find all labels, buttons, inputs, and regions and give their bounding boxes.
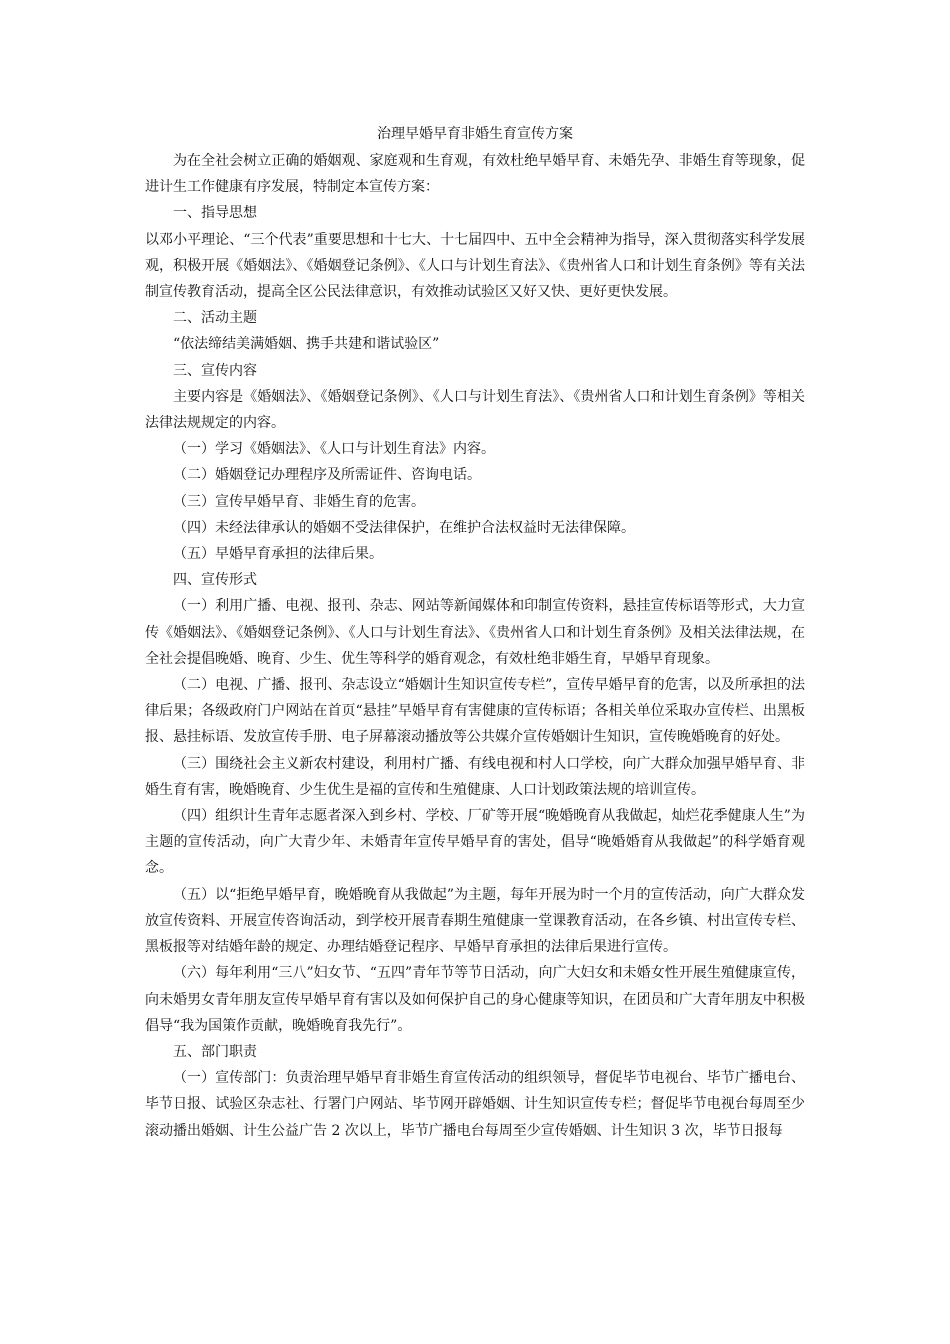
paragraph: （四）未经法律承认的婚姻不受法律保护，在维护合法权益时无法律保障。 [173,519,635,536]
paragraph: （二）电视、广播、报刊、杂志设立“婚姻计生知识宣传专栏”，宣传早婚早育的危害，以及所承担的法律后果；各级政府门户网站在首页“悬挂”早婚早育有害健康的宣传标语；各相关单位采取办宣传栏、出黑板报、悬挂标语、发放宣传手册、电子屏幕滚动播放等公共媒介宣传婚姻计生知识，宣传晚婚晚育的好处。 [145,677,805,746]
paragraph: “依法缔结美满婚姻、携手共建和谐试验区” [173,336,440,353]
paragraph: 三、宣传内容 [173,362,257,379]
paragraph: （二）婚姻登记办理程序及所需证件、咨询电话。 [173,467,481,484]
paragraph: （一）学习《婚姻法》、《人口与计划生育法》内容。 [173,441,495,458]
paragraph: （四）组织计生青年志愿者深入到乡村、学校、厂矿等开展“晚婚晚育从我做起，灿烂花季健康人生”为主题的宣传活动，向广大青少年、未婚青年宣传早婚早育的害处，倡导“晚婚婚育从我做起”的科学婚育观念。 [145,808,805,877]
paragraph: 四、宣传形式 [173,572,257,589]
paragraph: 以邓小平理论、“三个代表”重要思想和十七大、十七届四中、五中全会精神为指导，深入贯彻落实科学发展观，积极开展《婚姻法》、《婚姻登记条例》、《人口与计划生育法》、《贵州省人口和计划生育条例》等有关法制宣传教育活动，提高全区公民法律意识，有效推动试验区又好又快、更好更快发展。 [145,231,805,301]
paragraph: 一、指导思想 [173,205,257,222]
paragraph: （五）以“拒绝早婚早育，晚婚晚育从我做起”为主题，每年开展为时一个月的宣传活动，向广大群众发放宣传资料、开展宣传咨询活动，到学校开展青春期生殖健康一堂课教育活动，在各乡镇、村出宣传专栏、黑板报等对结婚年龄的规定、办理结婚登记程序、早婚早育承担的法律后果进行宣传。 [145,886,805,956]
paragraph: （三）围绕社会主义新农村建设，利用村广播、有线电视和村人口学校，向广大群众加强早婚早育、非婚生育有害，晚婚晚育、少生优生是福的宣传和生殖健康、人口计划政策法规的培训宣传。 [145,755,805,798]
paragraph: （五）早婚早育承担的法律后果。 [173,546,383,563]
paragraph: （一）利用广播、电视、报刊、杂志、网站等新闻媒体和印制宣传资料，悬挂宣传标语等形式，大力宣传《婚姻法》、《婚姻登记条例》、《人口与计划生育法》、《贵州省人口和计划生育条例》及相关法律法规，在全社会提倡晚婚、晚育、少生、优生等科学的婚育观念，有效杜绝非婚生育，早婚早育现象。 [145,598,805,667]
paragraph: 二、活动主题 [173,310,257,327]
paragraph: （一）宣传部门：负责治理早婚早育非婚生育宣传活动的组织领导，督促毕节电视台、毕节广播电台、毕节日报、试验区杂志社、行署门户网站、毕节网开辟婚姻、计生知识宣传专栏；督促毕节电视台每周至少滚动播出婚姻、计生公益广告 2 次以上，毕节广播电台每周至少宣传婚姻、计生知识 3 次，毕节日报每 [145,1070,805,1139]
paragraph: （六）每年利用“三八”妇女节、“五四”青年节等节日活动，向广大妇女和未婚女性开展生殖健康宣传，向未婚男女青年朋友宣传早婚早育有害以及如何保护自己的身心健康等知识，在团员和广大青年朋友中积极倡导“我为国策作贡献，晚婚晚育我先行”。 [145,965,805,1034]
paragraph: （三）宣传早婚早育、非婚生育的危害。 [173,493,425,510]
paragraph: 五、部门职责 [173,1043,257,1060]
paragraph: 主要内容是《婚姻法》、《婚姻登记条例》、《人口与计划生育法》、《贵州省人口和计划生育条例》等相关法律法规规定的内容。 [145,388,805,432]
paragraph: 为在全社会树立正确的婚姻观、家庭观和生育观，有效杜绝早婚早育、未婚先孕、非婚生育等现象，促进计生工作健康有序发展，特制定本宣传方案： [145,153,805,196]
document-title: 治理早婚早育非婚生育宣传方案 [377,126,573,142]
paragraph-list [145,148,805,1144]
document-body [145,120,805,1144]
